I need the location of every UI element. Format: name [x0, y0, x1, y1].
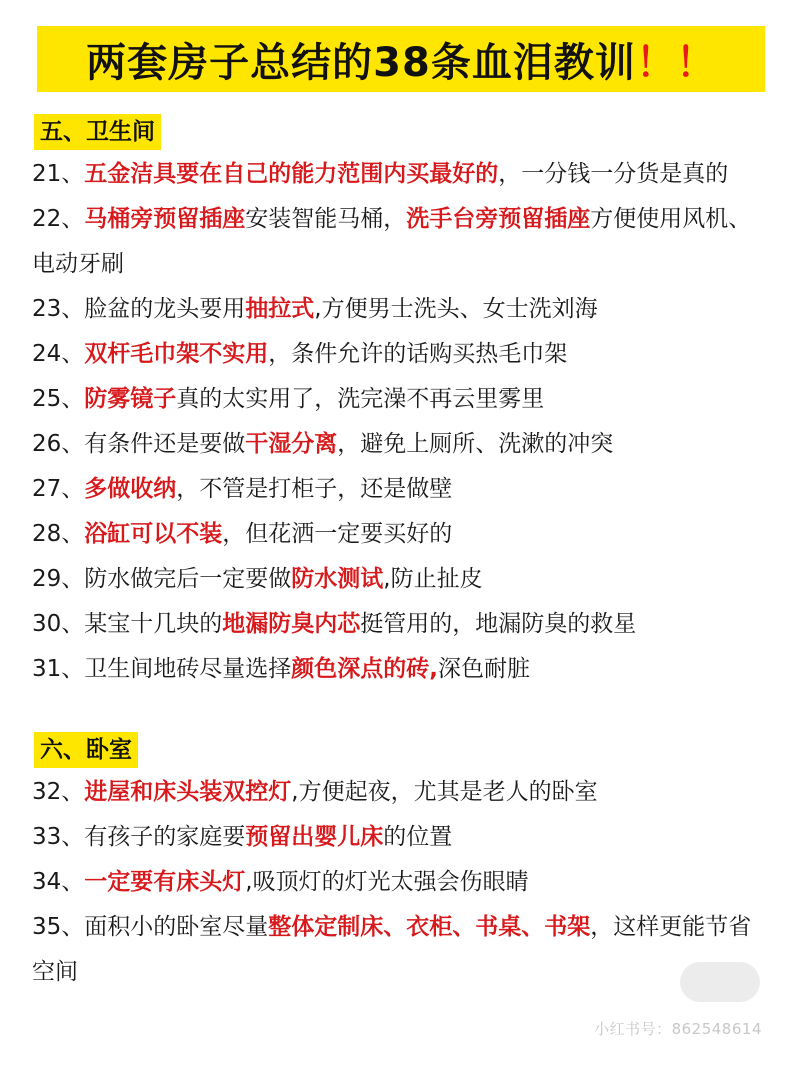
highlight-text: 预留出婴儿床	[245, 824, 384, 850]
item-text: 21、	[32, 161, 85, 187]
item-text: 深色耐脏	[438, 656, 531, 682]
highlight-text: 五金洁具要在自己的能力范围内买最好的	[84, 161, 499, 187]
item-text: 真的太实用了，洗完澡不再云里雾里	[176, 386, 545, 412]
item-text: 27、	[32, 476, 85, 502]
section-bedroom	[32, 732, 774, 995]
item-text: 挺管用的，地漏防臭的救星	[360, 611, 637, 637]
list-item	[32, 197, 774, 287]
list-item	[32, 377, 774, 422]
list-item	[32, 647, 774, 692]
item-text: 34、	[32, 869, 85, 895]
list-item	[32, 557, 774, 602]
item-text: 方便使用风机、电动牙刷	[32, 206, 752, 277]
item-list	[32, 770, 774, 995]
title-banner	[37, 26, 765, 92]
item-text: ,方便起夜，尤其是老人的卧室	[291, 779, 598, 805]
list-item	[32, 860, 774, 905]
highlight-text: 颜色深点的砖,	[291, 656, 439, 682]
item-text: 24、	[32, 341, 85, 367]
section-heading: 五、卫生间	[34, 114, 161, 150]
list-item	[32, 152, 774, 197]
highlight-text: 干湿分离	[245, 431, 338, 457]
item-text: 23、脸盆的龙头要用	[32, 296, 246, 322]
item-text: ，不管是打柜子，还是做壁	[176, 476, 453, 502]
item-text: 22、	[32, 206, 85, 232]
item-text: 安装智能马桶，	[245, 206, 407, 232]
list-item	[32, 815, 774, 860]
item-text: ,方便男士洗头、女士洗刘海	[314, 296, 598, 322]
highlight-text: 双杆毛巾架不实用	[84, 341, 269, 367]
list-item	[32, 287, 774, 332]
item-list	[32, 152, 774, 692]
highlight-text: 抽拉式	[245, 296, 315, 322]
highlight-text: 一定要有床头灯	[84, 869, 246, 895]
list-item	[32, 770, 774, 815]
item-text: 31、卫生间地砖尽量选择	[32, 656, 292, 682]
list-item	[32, 332, 774, 377]
item-text: ，但花洒一定要买好的	[222, 521, 453, 547]
list-item	[32, 422, 774, 467]
highlight-text: 地漏防臭内芯	[222, 611, 361, 637]
list-item	[32, 905, 774, 995]
item-text: ，一分钱一分货是真的	[498, 161, 729, 187]
watermark-text: 小红书号：862548614	[594, 1020, 762, 1038]
highlight-text: 进屋和床头装双控灯	[84, 779, 292, 805]
page-title: 两套房子总结的38条血泪教训	[86, 39, 636, 86]
highlight-text: 马桶旁预留插座	[84, 206, 246, 232]
title-exclamation: ！！	[635, 39, 716, 86]
section-heading: 六、卧室	[34, 732, 138, 768]
item-text: 25、	[32, 386, 85, 412]
highlight-text: 整体定制床、衣柜、书桌、书架	[268, 914, 591, 940]
item-text: 33、有孩子的家庭要	[32, 824, 246, 850]
list-item	[32, 512, 774, 557]
item-text: ，条件允许的话购买热毛巾架	[268, 341, 568, 367]
item-text: 28、	[32, 521, 85, 547]
content	[32, 114, 774, 1035]
item-text: ,吸顶灯的灯光太强会伤眼睛	[245, 869, 529, 895]
highlight-text: 多做收纳	[84, 476, 177, 502]
item-text: ，避免上厕所、洗漱的冲突	[337, 431, 614, 457]
item-text: ,防止扯皮	[383, 566, 483, 592]
highlight-text: 浴缸可以不装	[84, 521, 223, 547]
item-text: 30、某宝十几块的	[32, 611, 223, 637]
item-text: 32、	[32, 779, 85, 805]
highlight-text: 防雾镜子	[84, 386, 177, 412]
highlight-text: 洗手台旁预留插座	[406, 206, 591, 232]
item-text: 的位置	[383, 824, 453, 850]
item-text: 26、有条件还是要做	[32, 431, 246, 457]
list-item	[32, 602, 774, 647]
item-text: 35、面积小的卧室尽量	[32, 914, 269, 940]
item-text: ，这样更能节省空间	[32, 914, 752, 985]
list-item	[32, 467, 774, 512]
highlight-text: 防水测试	[291, 566, 384, 592]
item-text: 29、防水做完后一定要做	[32, 566, 292, 592]
section-bathroom	[32, 114, 774, 692]
watermark-logo	[680, 962, 760, 1002]
